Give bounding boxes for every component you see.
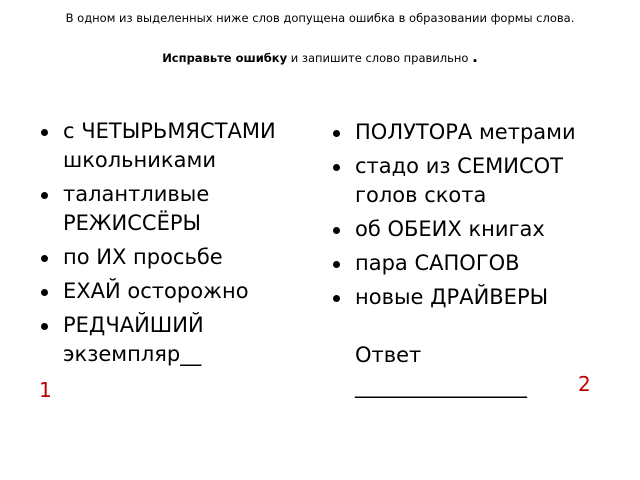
answer-line: __________________	[355, 374, 526, 398]
instruction-line-2	[0, 48, 640, 66]
slide-marker-right: 2	[578, 372, 591, 396]
list-item: ЕХАЙ осторожно	[38, 277, 333, 306]
answer-label: Ответ	[355, 343, 422, 367]
left-word-list	[38, 117, 333, 374]
instruction-rest: и запишите слово правильно	[287, 51, 473, 65]
list-item: стадо из СЕМИСОТ голов скота	[330, 152, 630, 210]
list-item: по ИХ просьбе	[38, 243, 333, 272]
list-item: об ОБЕИХ книгах	[330, 215, 630, 244]
list-item: новые ДРАЙВЕРЫ	[330, 283, 630, 312]
list-item: пара САПОГОВ	[330, 249, 630, 278]
list-item: РЕДЧАЙШИЙ экземпляр__	[38, 311, 333, 369]
slide-marker-left: 1	[39, 378, 52, 402]
list-item: с ЧЕТЫРЬМЯСТАМИ школьниками	[38, 117, 333, 175]
list-item: ПОЛУТОРА метрами	[330, 118, 630, 147]
right-word-list	[330, 118, 630, 317]
instruction-line-1: В одном из выделенных ниже слов допущена ошибка в образовании формы слова.	[65, 11, 575, 25]
instruction-emphasis: Исправьте ошибку	[162, 51, 288, 65]
list-item: талантливые РЕЖИССЁРЫ	[38, 180, 333, 238]
instruction-dot: .	[472, 48, 478, 66]
